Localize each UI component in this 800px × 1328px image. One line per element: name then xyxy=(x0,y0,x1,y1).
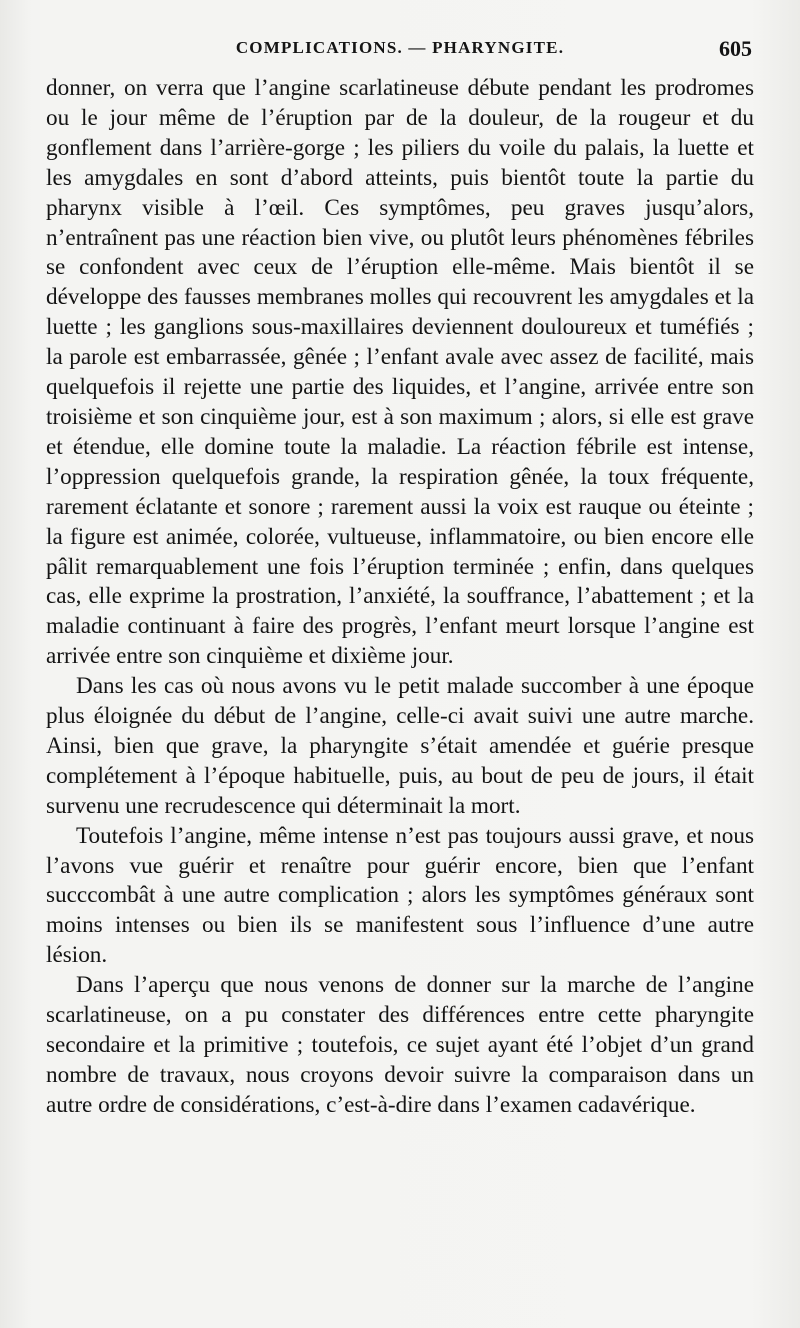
page-number: 605 xyxy=(719,36,752,61)
page-header xyxy=(46,36,754,70)
paragraph-3: Toutefois l’angine, même intense n’est pas toujours aussi grave, et nous l’avons vue guérir et renaître pour guérir encore, bien que l’enfant succcombât à une autre complication ; alors les symptômes généraux sont moins intenses ou bien ils se manifestent sous l’influence d’une autre lésion. xyxy=(46,822,754,969)
paragraph-1: donner, on verra que l’angine scarlatineuse débute pendant les prodromes ou le jour même de l’éruption par de la douleur, de la rougeur et du gonflement dans l’arrière-gorge ; les piliers du voile du palais, la luette et les amygdales en sont d’abord atteints, puis bientôt toute la partie du pharynx visible à l’œil. Ces symptômes, peu graves jusqu’alors, n’entraînent pas une réaction bien vive, ou plutôt leurs phénomènes fébriles se confondent avec ceux de l’éruption elle-même. Mais bientôt il se développe des fausses membranes molles qui recouvrent les amygdales et la luette ; les ganglions sous-maxillaires deviennent douloureux et tuméfiés ; la parole est embarrassée, gênée ; l’enfant avale avec assez de facilité, mais quelquefois il rejette une partie des liquides, et l’angine, arrivée entre son troisième et son cinquième jour, est à son maximum ; alors, si elle est grave et étendue, elle domine toute la maladie. La réaction fébrile est intense, l’oppression quelquefois grande, la respiration gênée, la toux fréquente, rarement éclatante et sonore ; rarement aussi la voix est rauque ou éteinte ; la figure est animée, colorée, vultueuse, inflammatoire, ou bien encore elle pâlit remarquablement une fois l’éruption terminée ; enfin, dans quelques cas, elle exprime la prostration, l’anxiété, la souffrance, l’abattement ; et la maladie continuant à faire des progrès, l’enfant meurt lorsque l’angine est arrivée entre son cinquième et dixième jour. xyxy=(46,75,754,670)
paragraph-4: Dans l’aperçu que nous venons de donner sur la marche de l’angine scarlatineuse, on a pu constater des différences entre cette pharyngite secondaire et la primitive ; toutefois, ce sujet ayant été l’objet d’un grand nombre de travaux, nous croyons devoir suivre la comparaison dans un autre ordre de considérations, c’est-à-dire dans l’examen cadavérique. xyxy=(46,972,754,1118)
body-text xyxy=(46,74,754,1121)
paragraph-2: Dans les cas où nous avons vu le petit malade succomber à une époque plus éloignée du début de l’angine, celle-ci avait suivi une autre marche. Ainsi, bien que grave, la pharyngite s’était amendée et guérie presque complétement à l’époque habituelle, puis, au bout de peu de jours, il était survenu une recrudescence qui déterminait la mort. xyxy=(46,673,754,819)
running-title: COMPLICATIONS. — PHARYNGITE. xyxy=(235,38,565,57)
